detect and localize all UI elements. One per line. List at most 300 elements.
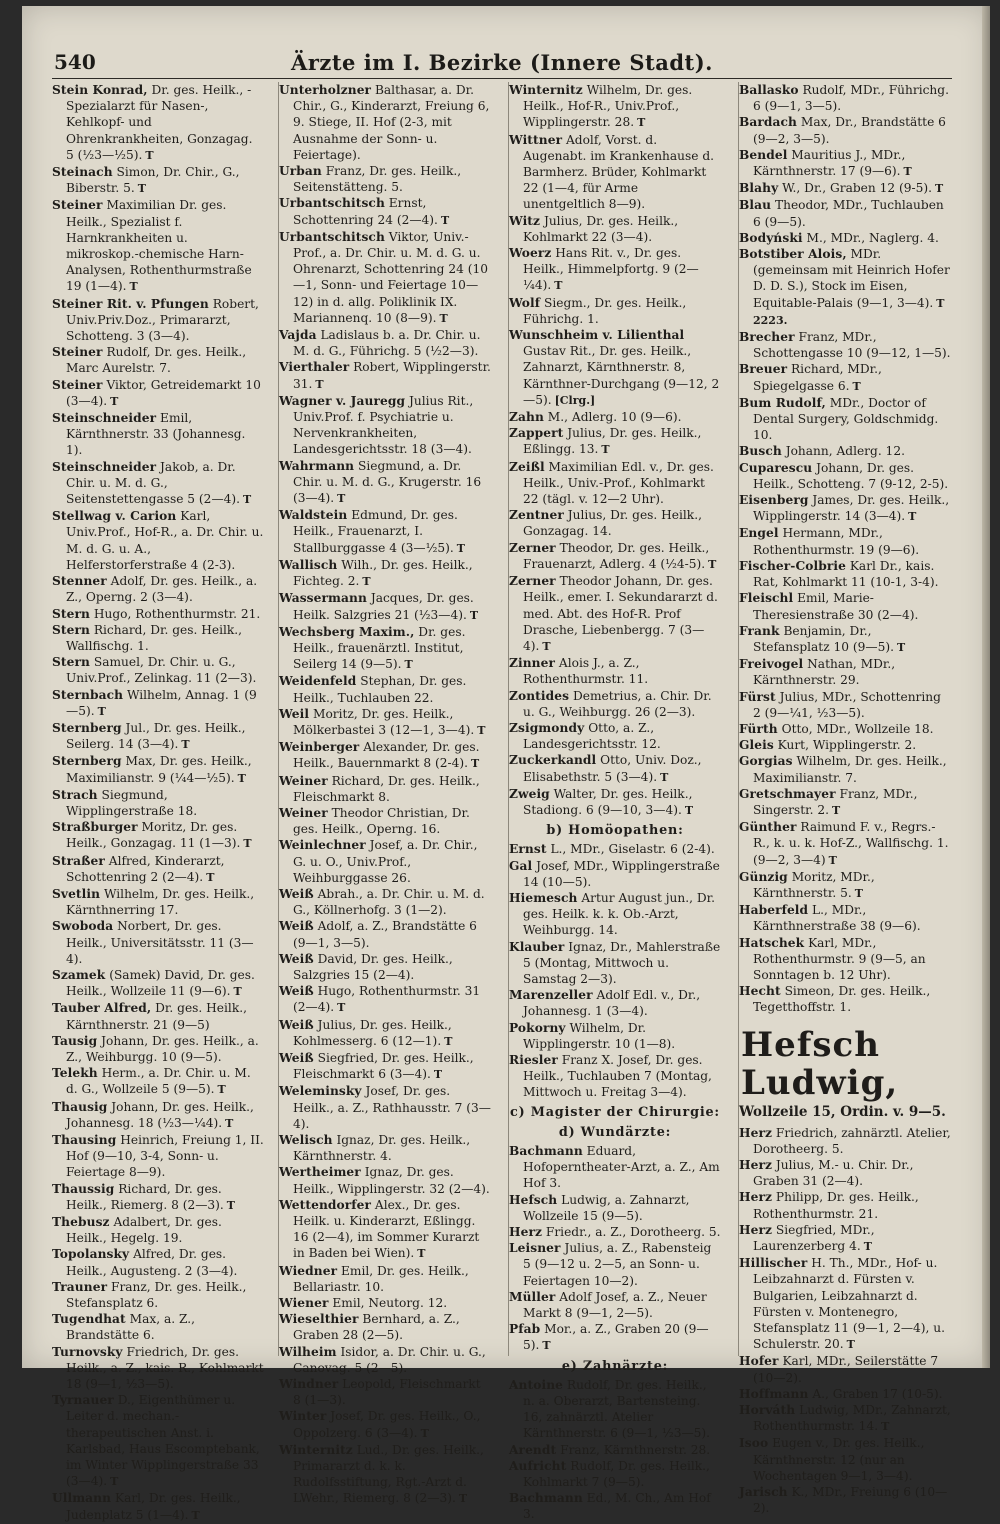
directory-entry [52, 1132, 264, 1181]
entry-details: D., Eigenthümer u. Leiter d. mechan.-therapeutischen Anst. i. Karlsbad, Haus Escomptebank, im Winter Wipplingerstraße 33 (3—4). [66, 1393, 260, 1489]
entry-name: Gorgias [739, 754, 793, 769]
page-title: Ärzte im I. Bezirke (Innere Stadt). [291, 50, 713, 75]
directory-entry [279, 590, 491, 623]
entry-name: Wolf [509, 295, 541, 310]
telephone-mark: T [137, 182, 146, 196]
entry-name: Wahrmann [279, 458, 355, 473]
entry-details: Franz, Dr. ges. Heilk., Stefansplatz 6. [66, 1279, 247, 1311]
directory-entry [279, 458, 491, 508]
page-spine [982, 6, 990, 1368]
directory-entry [739, 689, 951, 721]
entry-details: Jakob, a. Dr. Chir. u. M. d. G., Seitenstettengasse 5 (2—4). [66, 459, 241, 507]
telephone-mark: T [237, 771, 246, 785]
entry-details: Julius, Dr. ges. Heilk., Eßlingg. 13. [523, 426, 702, 457]
entry-name: Brecher [739, 330, 795, 345]
telephone-mark: T [542, 639, 551, 653]
entry-name: Weiß [279, 984, 314, 999]
directory-entry [739, 395, 951, 444]
entry-name: Pokorny [509, 1020, 566, 1035]
telephone-mark: T [362, 575, 371, 589]
column-1 [52, 82, 264, 1522]
directory-entry [52, 410, 264, 459]
telephone-mark: T [191, 1508, 200, 1522]
entry-name: Woerz [509, 246, 552, 261]
entry-details: Josef, Dr. ges. Heilk., a. Z., Rathhausstr. 7 (3—4). [293, 1084, 491, 1131]
directory-entry [279, 837, 491, 886]
entry-name: Zerner [509, 540, 556, 555]
entry-name: Thausing [52, 1133, 117, 1147]
directory-entry [279, 1295, 491, 1311]
entry-name: Urbantschitsch [279, 196, 385, 211]
directory-entry [739, 753, 951, 785]
entry-name: Bardach [739, 115, 798, 130]
entry-details: Alfred, Kinderarzt, Schottenring 2 (2—4). [66, 853, 225, 884]
entry-name: Stellwag v. Carion [52, 509, 177, 524]
entry-name: Hoffmann [739, 1386, 809, 1401]
directory-entry [52, 967, 264, 1000]
directory-entry [739, 114, 951, 146]
entry-details: Dr. ges. Heilk., -Spezialarzt für Nasen-, Kehlkopf- und Ohrenkrankheiten, Gonzagag. 5 (½3—½5). [66, 83, 253, 162]
directory-entry [509, 987, 721, 1019]
entry-details: Wilhelm, Dr. ges. Heilk., Hof-R., Univ.Prof., Wipplingerstr. 28. [523, 83, 693, 130]
entry-details: Ignaz, Dr., Mahlerstraße 5 (Montag, Mittwoch u. Samstag 2—3). [523, 939, 721, 986]
directory-entry [739, 983, 951, 1015]
entry-name: Wiener [279, 1296, 329, 1311]
entry-name: Blahy [739, 181, 779, 196]
section-heading: b) Homöopathen: [546, 823, 684, 839]
entry-details: Johann, Dr. ges. Heilk., Johannesg. 18 (½3—¼4). [66, 1099, 254, 1130]
telephone-mark: T [935, 182, 944, 196]
directory-entry [279, 163, 491, 195]
telephone-mark: T [458, 1492, 468, 1506]
entry-details: Karl, MDr., Rothenthurmstr. 9 (9—5, an Sonntagen b. 12 Uhr). [753, 935, 926, 982]
directory-entry [52, 1033, 264, 1065]
directory-entry [52, 853, 264, 886]
telephone-mark: T [225, 1116, 234, 1130]
entry-name: Wechsberg Maxim., [279, 624, 415, 639]
entry-details: Norbert, Dr. ges. Heilk., Universitätsstr. 11 (3—4). [66, 919, 254, 966]
telephone-mark: T [444, 1034, 453, 1048]
entry-details: Moritz, Dr. ges. Heilk., Gonzagag. 11 (1—3). [66, 820, 241, 851]
directory-entry [739, 656, 951, 688]
directory-entry [279, 82, 491, 163]
entry-name: Weinlechner [279, 838, 366, 853]
directory-entry [509, 786, 721, 819]
directory-entry [509, 245, 721, 295]
entry-details: Dr. ges. Heilk., frauenärztl. Institut, Seilerg 14 (9—5). [293, 624, 466, 672]
entry-details: Adolf, a. Z., Brandstätte 6 (9—1, 3—5). [293, 919, 477, 950]
directory-entry [509, 507, 721, 539]
directory-entry [52, 886, 264, 918]
directory-entry [52, 1065, 264, 1098]
entry-name: Weidenfeld [279, 674, 357, 689]
entry-details: Otto, Univ. Doz., Elisabethstr. 5 (3—4). [523, 753, 702, 784]
entry-name: Bum Rudolf, [739, 395, 826, 410]
entry-details: Simeon, Dr. ges. Heilk., Tegetthoffstr. 1. [753, 984, 931, 1015]
directory-entry [509, 1321, 721, 1354]
telephone-mark: T [554, 279, 563, 293]
entry-name: Thausig [52, 1099, 108, 1114]
telephone-mark: T [97, 704, 106, 718]
page-number: 540 [54, 50, 96, 74]
telephone-mark: T [217, 1083, 226, 1097]
entry-details: M., Adlerg. 10 (9—6). [547, 410, 682, 425]
directory-entry [509, 688, 721, 720]
directory-entry [509, 858, 721, 890]
entry-details: Josef, a. Dr. Chir., G. u. O., Univ.Prof., Weihburggasse 26. [293, 838, 478, 885]
entry-details: Siegmund, Wipplingerstraße 18. [66, 787, 198, 818]
entry-details: Emil, Marie-Theresienstraße 30 (2—4). [753, 591, 919, 622]
entry-name: Thaussig [52, 1181, 115, 1196]
telephone-mark: T [471, 757, 480, 771]
directory-entry [52, 1490, 264, 1523]
directory-entry [509, 1143, 721, 1192]
entry-name: Thebusz [52, 1215, 110, 1230]
entry-name: Eisenberg [739, 493, 809, 508]
directory-entry [52, 1344, 264, 1393]
telephone-mark: T [404, 658, 413, 672]
directory-entry [739, 1435, 951, 1484]
entry-name: Vajda [279, 328, 317, 343]
entry-name: Wilheim [279, 1344, 337, 1359]
entry-details: Lud., Dr. ges. Heilk., Primararzt d. k. k. Rudolfsstiftung, Rgt.-Arzt d. LWehr., Riemerg. 8 (2—3). [293, 1442, 484, 1506]
directory-entry [509, 132, 721, 213]
entry-name: Müller [509, 1289, 556, 1304]
directory-entry [509, 459, 721, 508]
entry-name: Antoine [509, 1377, 564, 1392]
directory-entry [739, 1189, 951, 1221]
entry-name: Winternitz [509, 83, 583, 97]
telephone-mark: T [243, 493, 252, 507]
directory-entry [509, 1377, 721, 1442]
entry-name: Weiß [279, 919, 314, 934]
entry-name: Fischer-Colbrie [739, 558, 846, 573]
entry-name: Welisch [279, 1133, 333, 1147]
entry-details: Maximilian Edl. v., Dr. ges. Heilk., Univ.-Prof., Kohlmarkt 22 (tägl. v. 12—2 Uhr). [523, 459, 714, 507]
entry-name: Steinach [52, 165, 113, 180]
directory-entry [739, 819, 951, 869]
entry-details: Viktor, Getreidemarkt 10 (3—4). [66, 377, 261, 408]
directory-entry [279, 393, 491, 458]
telephone-mark: T [440, 213, 450, 227]
telephone-mark: T [337, 1001, 346, 1015]
entry-details: Nathan, MDr., Kärnthnerstr. 29. [753, 657, 896, 688]
advertisement-name: Hefsch Ludwig, [741, 1024, 899, 1103]
directory-entry [52, 164, 264, 197]
directory-entry [739, 1402, 951, 1435]
entry-details: Franz, MDr., Schottengasse 10 (9—12, 1—5). [753, 330, 951, 361]
entry-details: Hugo, Rothenthurmstr. 21. [93, 606, 261, 621]
entry-name: Freivogel [739, 657, 804, 672]
entry-name: Sternberg [52, 754, 122, 769]
entry-details: Simon, Dr. Chir., G., Biberstr. 5. [66, 165, 240, 196]
entry-name: Breuer [739, 362, 788, 377]
entry-name: Stenner [52, 574, 107, 589]
directory-entry [52, 687, 264, 720]
entry-name: Hecht [739, 984, 781, 999]
telephone-mark: T [708, 557, 717, 571]
entry-name: Weiß [279, 1050, 314, 1065]
directory-entry [739, 590, 951, 622]
section-heading: c) Magister der Chirurgie: [510, 1104, 720, 1120]
directory-entry [739, 1353, 951, 1385]
entry-name: Steiner [52, 198, 103, 213]
directory-entry [52, 82, 264, 164]
directory-entry [739, 902, 951, 934]
entry-details: Karl, Univ.Prof., Hof-R., a. Dr. Chir. u. M. d. G. u. A., Helferstorferstraße 4 (2-3). [66, 509, 264, 572]
directory-entry [739, 329, 951, 361]
entry-name: Stein Konrad, [52, 83, 148, 97]
entry-name: Aufricht [509, 1458, 567, 1473]
directory-entry [509, 655, 721, 687]
directory-entry [509, 409, 721, 425]
entry-name: Stern [52, 622, 90, 637]
entry-name: Telekh [52, 1066, 98, 1081]
telephone-mark: T [233, 985, 242, 999]
entry-details: Adalbert, Dr. ges. Heilk., Hegelg. 19. [66, 1215, 222, 1246]
directory-entry [279, 983, 491, 1016]
telephone-mark: T 2223. [753, 296, 945, 327]
entry-details: Walter, Dr. ges. Heilk., Stadiong. 6 (9—10, 3—4). [523, 786, 693, 817]
directory-entry [509, 82, 721, 132]
entry-name: Bendel [739, 147, 788, 162]
column-2 [278, 82, 491, 1506]
entry-details: Eugen v., Dr. ges. Heilk., Kärnthnerstr. 12 (nur an Wochentagen 9—1, 3—4). [753, 1436, 925, 1483]
entry-details: Julius, M.- u. Chir. Dr., Graben 31 (2—4). [753, 1157, 914, 1189]
directory-entry [279, 805, 491, 837]
telephone-mark: T [226, 1198, 235, 1212]
entry-details: Julius, Dr. ges. Heilk., Gonzagag. 14. [523, 508, 702, 539]
directory-entry [279, 1083, 491, 1132]
entry-name: Wagner v. Jauregg [279, 393, 406, 408]
entry-name: Hiemesch [509, 890, 578, 905]
entry-details: Heinrich, Freiung 1, II. Hof (9—10, 3-4, Sonn- u. Feiertage 8—9). [66, 1133, 264, 1180]
entry-name: Tyrnauer [52, 1393, 114, 1408]
telephone-mark: T [903, 165, 912, 179]
directory-entry [739, 246, 951, 329]
entry-name: Gal [509, 858, 533, 873]
telephone-mark: T [637, 116, 646, 130]
entry-name: Wiedner [279, 1263, 338, 1278]
telephone-mark: T [417, 1247, 426, 1261]
telephone-mark: T [601, 443, 610, 457]
directory-entry [52, 573, 264, 605]
telephone-mark: T [854, 886, 863, 900]
entry-details: Isidor, a. Dr. Chir. u. G., Canovag. 5 (2—5). [293, 1344, 486, 1375]
directory-entry [52, 1000, 264, 1032]
directory-entry [279, 327, 491, 359]
entry-name: Turnovsky [52, 1344, 123, 1359]
telephone-mark: T [181, 738, 190, 752]
directory-entry [509, 890, 721, 939]
entry-name: Steiner [52, 345, 103, 360]
entry-details: Robert, Univ.Priv.Doz., Primararzt, Schotteng. 3 (3—4). [66, 296, 259, 344]
entry-details: Wilh., Dr. ges. Heilk., Fichteg. 2. [293, 557, 473, 589]
entry-name: Riesler [509, 1052, 558, 1067]
entry-details: Kurt, Wipplingerstr. 2. [777, 738, 917, 753]
directory-entry [52, 377, 264, 410]
directory-entry [739, 230, 951, 246]
entry-details: Bernhard, a. Z., Graben 28 (2—5). [293, 1312, 460, 1343]
directory-entry [52, 654, 264, 686]
entry-details: Alfred, Dr. ges. Heilk., Augusteng. 2 (3—4). [66, 1247, 238, 1278]
directory-entry [279, 1017, 491, 1050]
entry-name: Stern [52, 606, 90, 621]
entry-details: Jul., Dr. ges. Heilk., Seilerg. 14 (3—4). [66, 720, 246, 752]
telephone-mark: T [542, 1339, 551, 1353]
telephone-mark: T [110, 1475, 119, 1489]
entry-details: MDr., Doctor of Dental Surgery, Goldschmidg. 10. [753, 395, 939, 443]
directory-entry [52, 197, 264, 295]
entry-details: James, Dr. ges. Heilk., Wipplingerstr. 14 (3—4). [753, 493, 950, 524]
entry-details: L., MDr., Giselastr. 6 (2-4). [550, 842, 715, 857]
entry-name: Zerner [509, 574, 556, 589]
section-heading: d) Wundärzte: [558, 1124, 672, 1140]
entry-details: Stephan, Dr. ges. Heilk., Tuchlauben 22. [293, 674, 467, 705]
entry-name: Windner [279, 1377, 339, 1392]
directory-entry [509, 573, 721, 655]
entry-name: Weiner [279, 773, 328, 788]
entry-details: Friedrich, Dr. ges. Heilk., a. Z., kais. R., Kohlmarkt 18 (9—1, ½3—5). [66, 1344, 264, 1392]
directory-entry [739, 1386, 951, 1402]
entry-details: Theodor Johann, Dr. ges. Heilk., emer. I. Sekundararzt d. med. Abt. des Hof-R. Prof Drasche, Liebenbergg. 7 (3—4). [523, 574, 718, 653]
entry-details: Philipp, Dr. ges. Heilk., Rothenthurmstr. 21. [753, 1190, 919, 1221]
telephone-mark: T [420, 1426, 429, 1440]
entry-details: Demetrius, a. Chir. Dr. u. G., Weihburgg. 26 (2—3). [523, 688, 712, 719]
entry-name: Winter [279, 1409, 327, 1424]
telephone-mark: T [433, 1068, 443, 1082]
entry-name: Zinner [509, 656, 556, 671]
entry-details: Herm., a. Dr. Chir. u. M. d. G., Wollzeile 5 (9—5). [66, 1066, 251, 1097]
entry-details: Benjamin, Dr., Stefansplatz 10 (9—5). [753, 623, 894, 654]
entry-name: Topolansky [52, 1247, 130, 1262]
entry-details: Mauritius J., MDr., Kärnthnerstr. 17 (9—6). [753, 147, 906, 179]
entry-details: Julius, Dr. ges. Heilk., Kohlmesserg. 6 (12—1). [293, 1017, 452, 1048]
entry-details: Alexander, Dr. ges. Heilk., Bauernmarkt 8 (2-4). [293, 740, 480, 771]
telephone-mark: T [852, 379, 861, 393]
directory-entry [509, 425, 721, 458]
entry-name: Vierthaler [279, 360, 350, 375]
entry-details: Franz, MDr., Singerstr. 2. [753, 786, 918, 817]
entry-details: A., Graben 17 (10-5). [812, 1386, 943, 1401]
entry-name: Herz [509, 1225, 543, 1240]
directory-entry [279, 557, 491, 590]
entry-name: Wittner [509, 132, 563, 147]
entry-name: Wunschheim v. Lilienthal [509, 328, 685, 343]
telephone-mark: T [896, 640, 906, 654]
directory-entry [739, 492, 951, 525]
entry-details: Julius, a. Z., Rabensteig 5 (9—12 u. 2—5, an Sonn- u. Feiertagen 10—2). [523, 1241, 712, 1288]
entry-name: Cuparescu [739, 460, 813, 475]
entry-name: Weil [279, 706, 310, 721]
directory-entry [52, 1099, 264, 1132]
entry-name: Svetlin [52, 886, 101, 901]
entry-details: Richard, Dr. ges. Heilk., Wallfischg. 1. [66, 622, 243, 653]
telephone-mark: T [129, 280, 138, 294]
entry-details: Josef, MDr., Wipplingerstraße 14 (10—5). [523, 858, 720, 889]
directory-entry [279, 507, 491, 557]
directory-entry [279, 739, 491, 772]
entry-name: Tausig [52, 1033, 98, 1048]
entry-name: Urbantschitsch [279, 229, 385, 244]
directory-entry [739, 1125, 951, 1157]
entry-details: Balthasar, a. Dr. Chir., G., Kinderarzt, Freiung 6, 9. Stiege, II. Hof (2-3, mit Ausnahme der Sonn- u. Feiertage). [293, 83, 490, 162]
entry-name: Trauner [52, 1279, 108, 1294]
directory-entry [279, 1132, 491, 1164]
directory-entry [509, 295, 721, 327]
directory-entry [739, 1157, 951, 1189]
entry-details: Richard, Dr. ges. Heilk., Fleischmarkt 8. [293, 773, 480, 804]
directory-entry [52, 296, 264, 345]
telephone-mark: T [439, 311, 448, 325]
entry-name: Arendt [509, 1442, 557, 1457]
entry-name: Weiß [279, 951, 314, 966]
directory-entry [509, 939, 721, 988]
directory-entry [509, 1289, 721, 1321]
telephone-mark: T [828, 853, 837, 867]
entry-name: Straßer [52, 853, 105, 868]
entry-details: Ladislaus b. a. Dr. Chir. u. M. d. G., Führichg. 5 (½2—3). [293, 328, 481, 359]
entry-details: Gustav Rit., Dr. ges. Heilk., Zahnarzt, Kärnthnerstr. 8, Kärnthner-Durchgang (9—12, 2—5). [523, 344, 720, 407]
entry-details: Johann, Dr. ges. Heilk., a. Z., Weihburgg. 10 (9—5). [66, 1033, 259, 1064]
entry-name: Waldstein [279, 508, 348, 523]
directory-entry [52, 459, 264, 509]
entry-details: Wilhelm, Annag. 1 (9—5). [66, 687, 257, 718]
entry-details: Max, Dr., Brandstätte 6 (9—2, 3—5). [753, 115, 946, 146]
entry-details: Robert, Wipplingerstr. 31. [293, 360, 491, 391]
entry-details: Artur August jun., Dr. ges. Heilk. k. k. Ob.-Arzt, Weihburgg. 14. [523, 890, 716, 938]
telephone-mark: T [908, 510, 917, 524]
entry-details: Hugo, Rothenthurmstr. 31 (2—4). [293, 984, 481, 1015]
entry-name: Sternberg [52, 720, 122, 735]
directory-entry [279, 229, 491, 327]
directory-entry [509, 1192, 721, 1224]
telephone-mark: T [684, 803, 694, 817]
entry-details: Friedrich, zahnärztl. Atelier, Dorotheerg. 5. [753, 1125, 951, 1156]
telephone-mark: T [469, 608, 479, 622]
entry-details: MDr. (gemeinsam mit Heinrich Hofer D. D. S.), Stock im Eisen, Equitable-Palais (9—1, 3—4). [753, 247, 950, 310]
telephone-mark: T [145, 148, 154, 162]
entry-details: Franz X. Josef, Dr. ges. Heilk., Tuchlauben 7 (Montag, Mittwoch u. Freitag 3—4). [523, 1052, 712, 1100]
entry-details: Otto, MDr., Wollzeile 18. [781, 721, 934, 736]
entry-details: Wilhelm, Dr. ges. Heilk., Maximilianstr. 7. [753, 754, 947, 785]
entry-name: Zontides [509, 688, 570, 703]
entry-details: Hans Rit. v., Dr. ges. Heilk., Himmelpfortg. 9 (2—¼4). [523, 246, 699, 293]
entry-name: Zahn [509, 410, 544, 425]
directory-entry [739, 361, 951, 394]
entry-details: Emil, Dr. ges. Heilk., Bellariastr. 10. [293, 1263, 469, 1294]
entry-name: Straßburger [52, 820, 138, 835]
entry-name: Ullmann [52, 1491, 112, 1506]
directory-entry [509, 1224, 721, 1240]
entry-name: Bachmann [509, 1491, 583, 1506]
entry-details: H. Th., MDr., Hof- u. Leibzahnarzt d. Fürsten v. Bulgarien, Leibzahnarzt d. Fürsten v. Montenegro, Stefansplatz 11 (9—1, 2—4), u. Schulerstr. 20. [753, 1256, 946, 1352]
telephone-mark: T [863, 1240, 872, 1253]
entry-details: Alois J., a. Z., Rothenthurmstr. 11. [523, 656, 649, 687]
directory-entry [279, 1263, 491, 1295]
entry-name: Fleischl [739, 591, 794, 606]
entry-name: Weinberger [279, 740, 360, 755]
directory-entry [509, 1490, 721, 1522]
entry-details: L., MDr., Kärnthnerstraße 38 (9—6). [753, 903, 921, 934]
entry-name: Weiß [279, 1017, 314, 1032]
entry-name: Steinschneider [52, 459, 157, 474]
directory-entry [52, 787, 264, 819]
directory-entry [52, 344, 264, 376]
entry-name: Klauber [509, 939, 565, 954]
entry-name: Stern [52, 655, 90, 670]
entry-name: Pfab [509, 1322, 541, 1337]
